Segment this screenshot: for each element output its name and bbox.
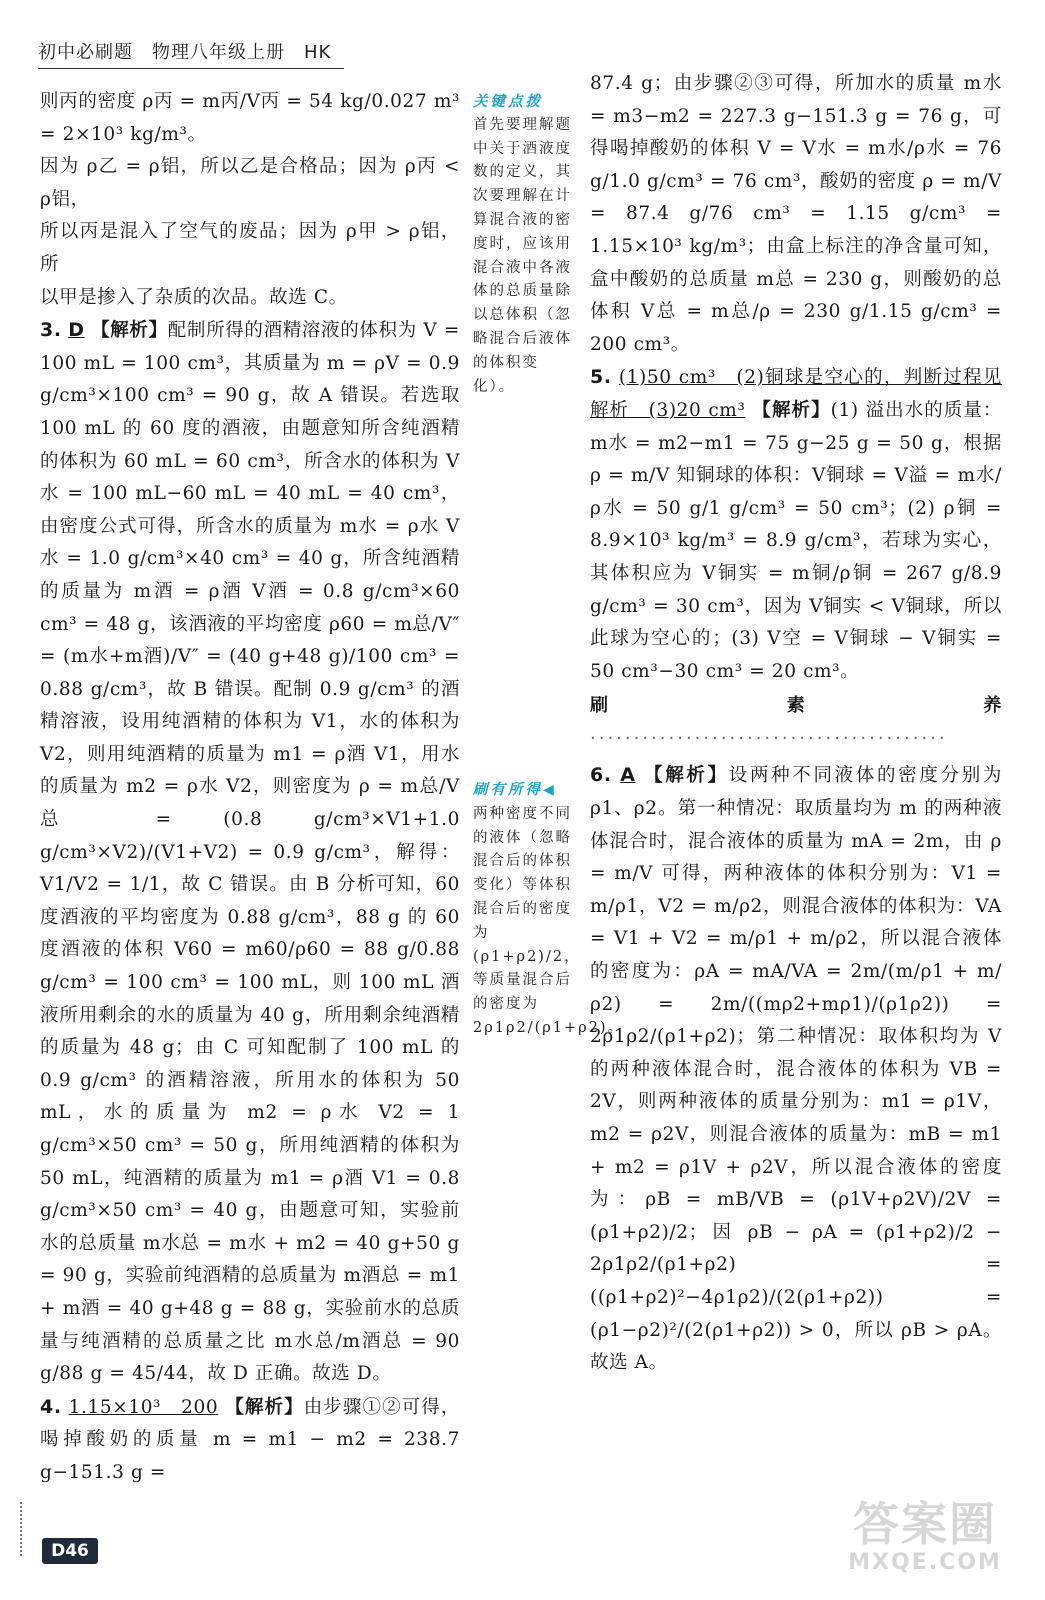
question-number: 4. bbox=[40, 1395, 62, 1418]
section-title: 刷素养 bbox=[590, 695, 1002, 717]
analysis-text: 配制所得的酒精溶液的体积为 V = 100 mL = 100 cm³，其质量为 m = ρV = 0.9 g/cm³×100 cm³ = 90 g，故 A 错误。若选取 100 mL 的 60 度的酒液，由题意知所含纯酒精的体积为 60 mL = 60 cm³，所含水的体积为 V水 = 100 mL−60 mL = 40 mL = 40 cm³，由密度公式可得，所含水的质量为 m水 = ρ水 V水 = 1.0 g/cm³×40 cm³ = 40 g，所含纯酒精的质量为 m酒 = ρ酒 V酒 = 0.8 g/cm³×60 cm³ = 48 g，该酒液的平均密度 ρ60 = m总/V″ = (m水+m酒)/V″ = (40 g+48 g)/100 cm³ = 0.88 g/cm³，故 B 错误。配制 0.9 g/cm³ 的酒精溶液，设用纯酒精的体积为 V1，水的体积为 V2，则用纯酒精的质量为 m1 = ρ酒 V1，用水的质量为 m2 = ρ水 V2，则密度为 ρ = m总/V总 = (0.8 g/cm³×V1+1.0 g/cm³×V2)/(V1+V2) = 0.9 g/cm³，解得：V1/V2 = 1/1，故 C 错误。由 B 分析可知，60 度酒液的平均密度为 0.88 g/cm³，88 g 的 60 度酒液的体积 V60 = m60/ρ60 = 88 g/0.88 g/cm³ = 100 cm³ = 100 mL，则 100 mL 酒液所用剩余的水的质量为 40 g，所用剩余纯酒精的质量为 48 g；由 C 可知配制了 100 mL 的 0.9 g/cm³ 的酒精溶液，所用水的体积为 50 mL，水的质量为 m2 = ρ水 V2 = 1 g/cm³×50 cm³ = 50 g，所用纯酒精的体积为 50 mL，纯酒精的质量为 m1 = ρ酒 V1 = 0.8 g/cm³×50 cm³ = 40 g，由题意可知，实验前水的总质量 m水总 = m水 + m2 = 40 g+50 g = 90 g，实验前纯酒精的总质量为 m酒总 = m1 + m酒 = 40 g+48 g = 88 g，实验前水的总质量与纯酒精的总质量之比 m水总/m酒总 = 90 g/88 g = 45/44，故 D 正确。故选 D。 bbox=[40, 320, 461, 1385]
takeaway-note bbox=[473, 778, 625, 1041]
left-column bbox=[40, 86, 460, 1490]
answer-choice: A bbox=[620, 764, 636, 787]
section-dots-icon: ········································· bbox=[590, 727, 948, 749]
note-text: 首先要理解题中关于酒液度数的定义，其次要理解在计算混合液的密度时，应该用混合液中各液体的总质量除以总体积（忽略混合后液体的体积变化）。 bbox=[473, 116, 572, 395]
question-4-continued: 87.4 g；由步骤②③可得，所加水的质量 m水 = m3−m2 = 227.3 g−151.3 g = 76 g，可得喝掉酸奶的体积 V = V水 = m水/ρ水 = 76 g/1.0 g/cm³ = 76 cm³，酸奶的密度 ρ = m/V = 87.4 g/76 cm³ = 1.15 g/cm³ = 1.15×10³ kg/m³；由盒上标注的净含量可知，盒中酸奶的总质量 m总 = 230 g，则酸奶的总体积 V总 = m总/ρ = 230 g/1.15 g/cm³ = 200 cm³。 bbox=[590, 73, 1002, 355]
question-number: 5. bbox=[590, 366, 612, 389]
watermark-logo bbox=[825, 1498, 1025, 1593]
question-6 bbox=[590, 759, 1002, 1379]
answer-choice: D bbox=[68, 319, 85, 342]
answer-value: 1.15×10³ 200 bbox=[68, 1396, 219, 1418]
note-title: 关键点拨 bbox=[473, 93, 543, 110]
page-number: D46 bbox=[42, 1538, 98, 1564]
watermark-url: MXQE.COM bbox=[848, 1550, 1002, 1575]
note-title bbox=[473, 778, 575, 803]
right-column bbox=[590, 68, 1002, 1380]
analysis-text: (1) 溢出水的质量：m水 = m2−m1 = 75 g−25 g = 50 g，根据 ρ = m/V 知铜球的体积：V铜球 = V溢 = m水/ρ水 = 50 g/1 g/cm³ = 50 cm³；(2) ρ铜 = 8.9×10³ kg/m³ = 8.9 g/cm³，若球为实心，其体积应为 V铜实 = m铜/ρ铜 = 267 g/8.9 g/cm³ = 30 cm³，因为 V铜实 < V铜球，所以此球为空心的；(3) V空 = V铜球 − V铜实 = 50 cm³−30 cm³ = 20 cm³。 bbox=[590, 399, 1002, 682]
pointer-arrow-icon: ◀ bbox=[543, 782, 557, 798]
text-line: 以甲是掺入了杂质的次品。故选 C。 bbox=[40, 286, 348, 308]
text-line: 因为 ρ乙 = ρ铝，所以乙是合格品；因为 ρ丙 < ρ铝， bbox=[40, 156, 460, 210]
analysis-text: 设两种不同液体的密度分别为 ρ1、ρ2。第一种情况：取质量均为 m 的两种液体混合时，混合液体的质量为 mA = 2m，由 ρ = m/V 可得，两种液体的体积分别为：V1 = m/ρ1，V2 = m/ρ2，则混合液体的体积为：VA = V1 + V2 = m/ρ1 + m/ρ2，所以混合液体的密度为：ρA = mA/VA = 2m/(m/ρ1 + m/ρ2) = 2m/((mρ2+mρ1)/(ρ1ρ2)) = 2ρ1ρ2/(ρ1+ρ2)；第二种情况：取体积均为 V 的两种液体混合时，混合液体的体积为 VB = 2V，则两种液体的质量分别为：m1 = ρ1V，m2 = ρ2V，则混合液体的质量为：mB = m1 + m2 = ρ1V + ρ2V，所以混合液体的密度为：ρB = mB/VB = (ρ1V+ρ2V)/2V = (ρ1+ρ2)/2；因 ρB − ρA = (ρ1+ρ2)/2 − 2ρ1ρ2/(ρ1+ρ2) = ((ρ1+ρ2)²−4ρ1ρ2)/(2(ρ1+ρ2)) = (ρ1−ρ2)²/(2(ρ1+ρ2)) > 0，所以 ρB > ρA。故选 A。 bbox=[590, 765, 1002, 1374]
analysis-tag: 【解析】 bbox=[752, 399, 831, 421]
key-tip-note bbox=[473, 90, 575, 399]
question-4 bbox=[40, 1391, 460, 1490]
analysis-tag: 【解析】 bbox=[644, 765, 729, 787]
note-title-text: 刷有所得 bbox=[473, 781, 543, 798]
question-number: 6. bbox=[590, 764, 612, 787]
section-heading bbox=[590, 690, 1002, 755]
analysis-text: 由步骤①②可得，喝掉酸奶的质量 m = m1 − m2 = 238.7 g−151.3 g = bbox=[40, 1396, 460, 1483]
answer-value: (1)50 cm³ (2)铜球是空心的，判断过程见解析 (3)20 cm³ bbox=[590, 367, 1002, 421]
page-header: 初中必刷题 物理八年级上册 HK bbox=[38, 38, 344, 69]
analysis-tag: 【解析】 bbox=[91, 320, 168, 342]
text-line: 所以丙是混入了空气的废品；因为 ρ甲 > ρ铝，所 bbox=[40, 221, 460, 275]
question-number: 3. bbox=[40, 319, 62, 342]
question-5 bbox=[590, 361, 1002, 688]
text-line: 则丙的密度 ρ丙 = m丙/V丙 = 54 kg/0.027 m³ = 2×10³ kg/m³。 bbox=[40, 91, 460, 145]
question-3 bbox=[40, 314, 460, 1391]
analysis-tag: 【解析】 bbox=[225, 1396, 304, 1418]
watermark-title: 答案圈 bbox=[853, 1497, 997, 1551]
note-text: 两种密度不同的液体（忽略混合后的体积变化）等体积混合后的密度为 (ρ1+ρ2)/2，等质量混合后的密度为 2ρ1ρ2/(ρ1+ρ2)。 bbox=[473, 805, 625, 1036]
page-corner-decoration bbox=[20, 1502, 32, 1556]
